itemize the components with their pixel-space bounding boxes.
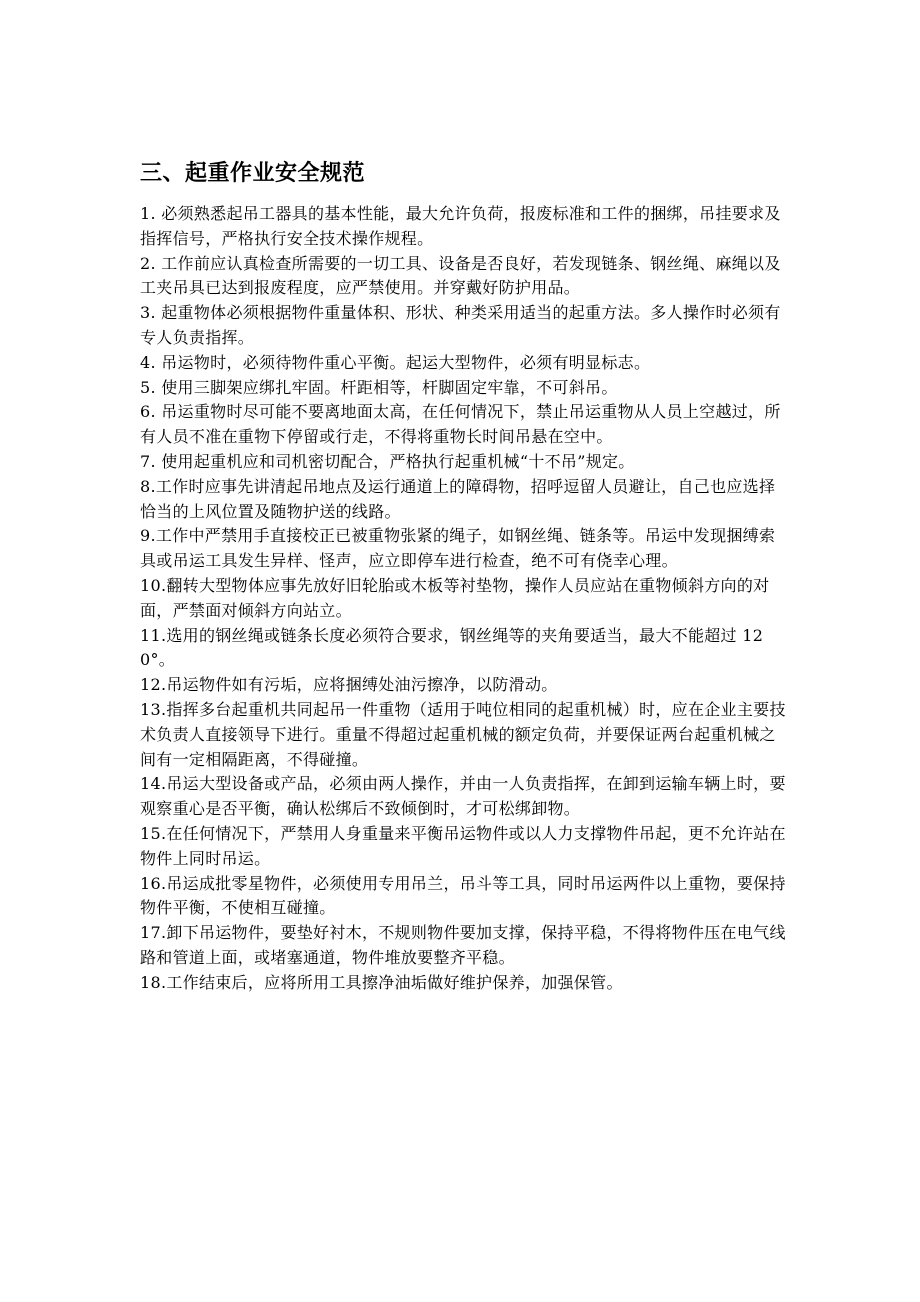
- rule-item-13: 13.指挥多台起重机共同起吊一件重物（适用于吨位相同的起重机械）时，应在企业主要技术负责人直接领导下进行。重量不得超过起重机械的额定负荷，并要保证两台起重机械之间有一定相隔距离，不得碰撞。: [140, 699, 786, 769]
- section-title: 三、起重作业安全规范: [140, 160, 366, 186]
- rule-item-10: 10.翻转大型物体应事先放好旧轮胎或木板等衬垫物，操作人员应站在重物倾斜方向的对面，严禁面对倾斜方向站立。: [140, 575, 770, 620]
- rule-item-15: 15.在任何情况下，严禁用人身重量来平衡吊运物件或以人力支撑物件吊起，更不允许站在物件上同时吊运。: [140, 823, 786, 868]
- rule-item-4: 4. 吊运物时，必须待物件重心平衡。起运大型物件，必须有明显标志。: [140, 352, 651, 372]
- rule-item-3: 3. 起重物体必须根据物件重量体积、形状、种类采用适当的起重方法。多人操作时必须有专人负责指挥。: [140, 303, 781, 347]
- document-content: [140, 158, 790, 996]
- rule-item-5: 5. 使用三脚架应绑扎牢固。杆距相等，杆脚固定牢靠，不可斜吊。: [140, 377, 618, 397]
- rule-item-6: 6. 吊运重物时尽可能不要离地面太高，在任何情况下，禁止吊运重物从人员上空越过，所有人员不准在重物下停留或行走，不得将重物长时间吊悬在空中。: [140, 402, 781, 447]
- rule-item-9: 9.工作中严禁用手直接校正已被重物张紧的绳子，如钢丝绳、链条等。吊运中发现捆缚索具或吊运工具发生异样、怪声，应立即停车进行检查，绝不可有侥幸心理。: [140, 526, 776, 571]
- rule-item-8: 8.工作时应事先讲清起吊地点及运行通道上的障碍物，招呼逗留人员避让，自己也应选择恰当的上风位置及随物护送的线路。: [140, 476, 776, 521]
- rule-item-12: 12.吊运物件如有污垢，应将捆缚处油污擦净，以防滑动。: [140, 675, 558, 695]
- rule-item-17: 17.卸下吊运物件，要垫好衬木，不规则物件要加支撑，保持平稳，不得将物件压在电气线路和管道上面，或堵塞通道，物件堆放要整齐平稳。: [140, 923, 786, 967]
- rule-item-18: 18.工作结束后，应将所用工具擦净油垢做好维护保养，加强保管。: [140, 972, 623, 992]
- rule-item-7: 7. 使用起重机应和司机密切配合，严格执行起重机械“十不吊”规定。: [140, 451, 635, 471]
- rule-item-2: 2. 工作前应认真检查所需要的一切工具、设备是否良好，若发现链条、钢丝绳、麻绳以及工夹吊具已达到报废程度，应严禁使用。并穿戴好防护用品。: [140, 253, 781, 298]
- rule-item-11: 11.选用的钢丝绳或链条长度必须符合要求，钢丝绳等的夹角要适当，最大不能超过 120°。: [140, 625, 764, 670]
- rule-item-1: 1. 必须熟悉起吊工器具的基本性能，最大允许负荷，报废标准和工件的捆绑，吊挂要求及指挥信号，严格执行安全技术操作规程。: [140, 204, 781, 248]
- rule-item-16: 16.吊运成批零星物件，必须使用专用吊兰，吊斗等工具，同时吊运两件以上重物，要保持物件平衡，不使相互碰撞。: [140, 873, 786, 918]
- rule-item-14: 14.吊运大型设备或产品，必须由两人操作，并由一人负责指挥，在卸到运输车辆上时，要观察重心是否平衡，确认松绑后不致倾倒时，才可松绑卸物。: [140, 774, 786, 819]
